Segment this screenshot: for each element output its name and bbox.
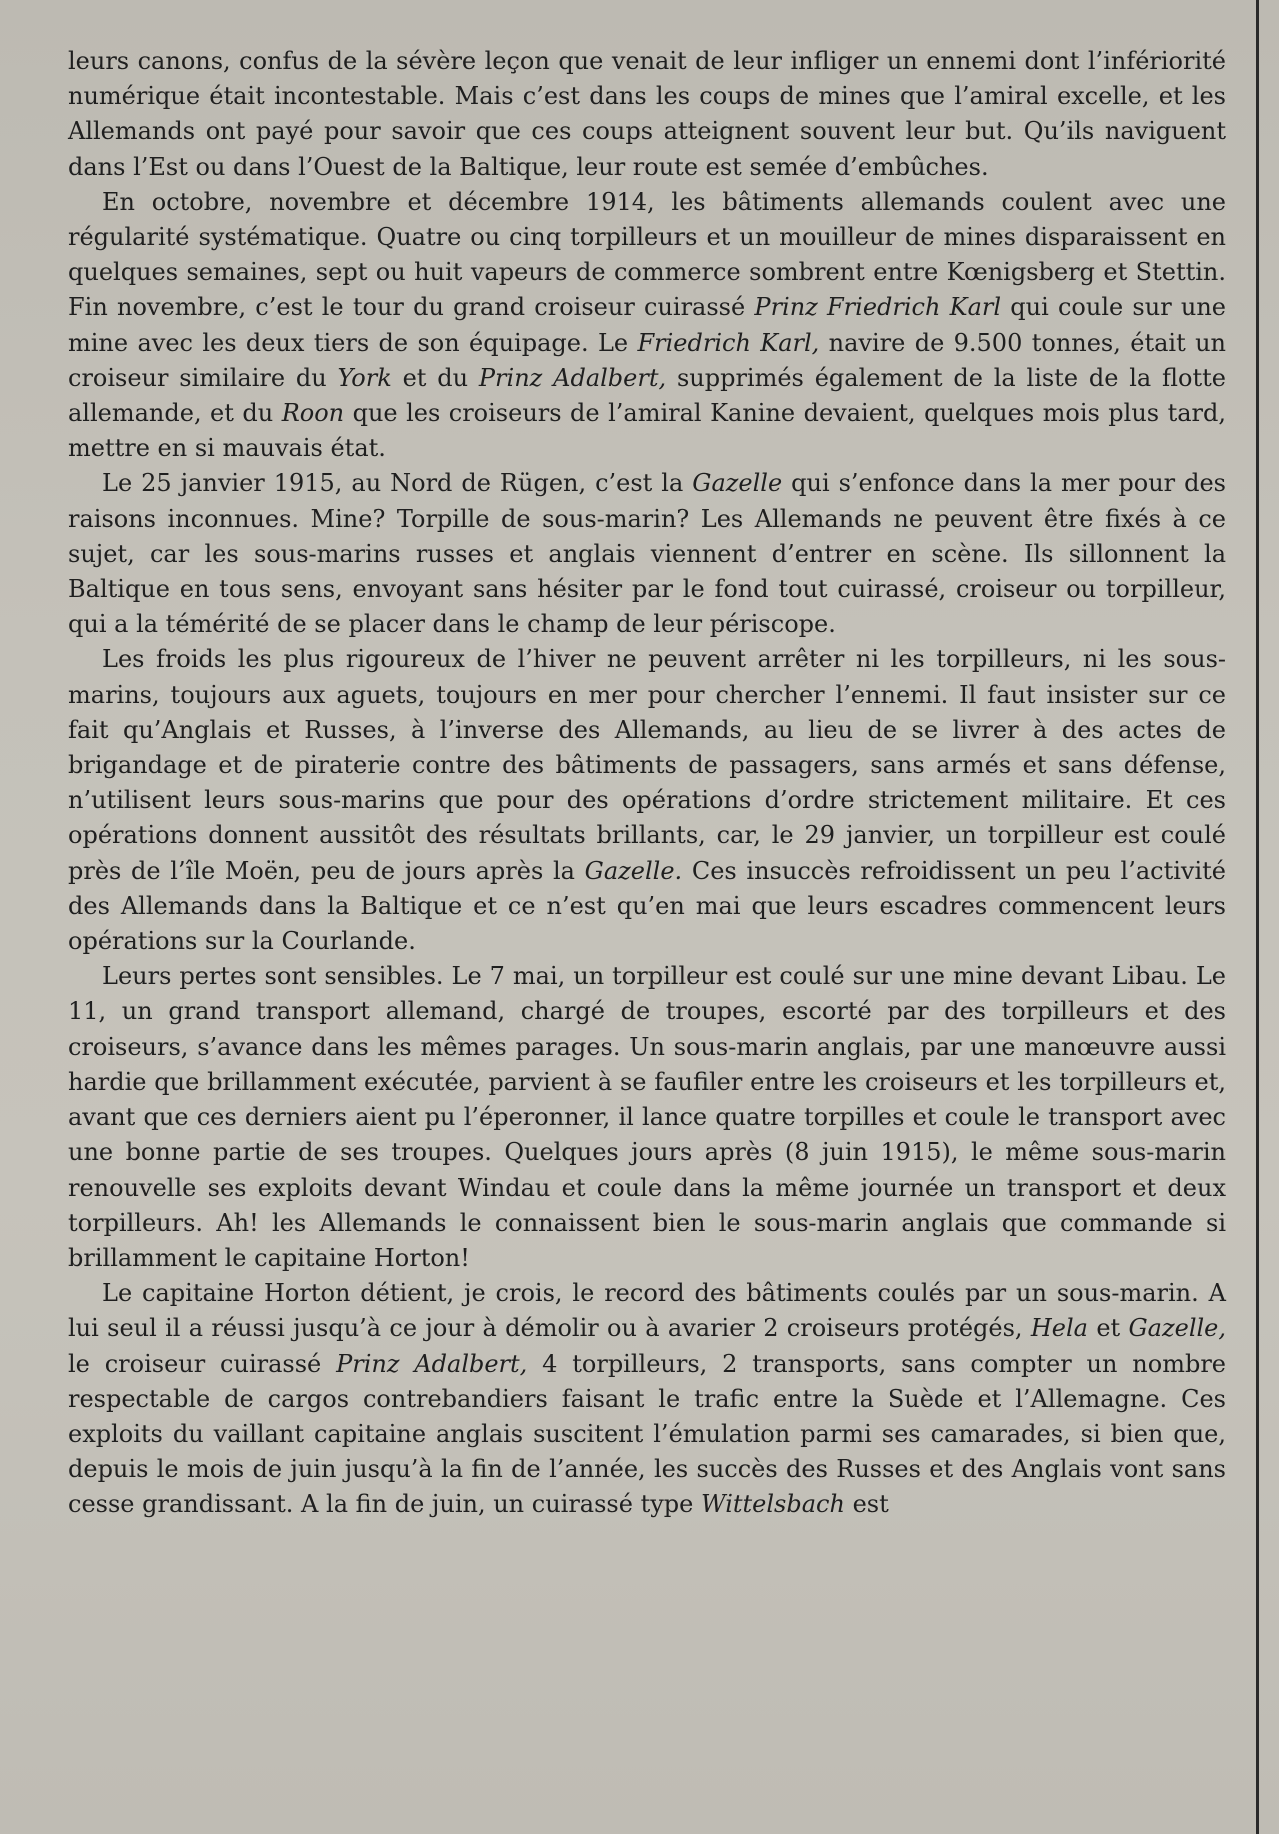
paragraph xyxy=(68,185,1226,467)
text-segment: Le 25 janvier 1915, au Nord de Rügen, c’est la xyxy=(102,469,693,498)
text-segment: 4 torpilleurs, 2 transports, sans compter un nombre respectable de cargos contrebandiers faisant le trafic entre la Suède et l’Allemagne. Ces exploits du vaillant capitaine anglais suscitent l’émulation parmi ses camarades, si bien que, depuis le mois de juin jusqu’à la fin de l’année, les succès des Russes et des Anglais vont sans cesse grandissant. A la fin de juin, un cuirassé type xyxy=(68,1349,1226,1519)
text-segment: et xyxy=(1088,1314,1129,1343)
paragraph xyxy=(68,1276,1226,1522)
italic-text: Gazelle xyxy=(692,469,783,498)
italic-text: Roon xyxy=(281,399,345,428)
text-segment: est xyxy=(844,1490,889,1519)
italic-text: Friedrich Karl, xyxy=(637,328,820,357)
italic-text: Hela xyxy=(1030,1314,1088,1343)
page-edge-line xyxy=(1256,0,1259,1834)
italic-text: Wittelsbach xyxy=(700,1490,845,1519)
text-segment: qui coule sur une mine avec les deux tiers de son équipage. Le xyxy=(68,293,1227,357)
italic-text: Prinz Friedrich Karl xyxy=(754,293,1002,322)
paragraph xyxy=(68,959,1226,1276)
italic-text: Gazelle. xyxy=(584,856,683,885)
text-segment: que les croiseurs de l’amiral Kanine devaient, quelques mois plus tard, mettre en si mauvais état. xyxy=(68,399,1226,463)
text-segment: navire de 9.500 tonnes, était un croiseur similaire du xyxy=(68,328,1227,392)
page-body-text xyxy=(68,44,1226,1523)
text-segment: Ces insuccès refroidissent un peu l’activité des Allemands dans la Baltique et ce n’est qu’en mai que leurs escadres commencent leurs opérations sur la Courlande. xyxy=(68,856,1226,956)
text-segment: le croiseur cuirassé xyxy=(68,1349,337,1378)
paragraph xyxy=(68,44,1226,185)
text-segment: Leurs pertes sont sensibles. Le 7 mai, un torpilleur est coulé sur une mine devant Libau. Le 11, un grand transport allemand, chargé de troupes, escorté par des torpilleurs et des croiseurs, s’avance dans les mêmes parages. Un sous-marin anglais, par une manœuvre aussi hardie que brillamment exécutée, parvient à se faufiler entre les croiseurs et les torpilleurs et, avant que ces derniers aient pu l’éperonner, il lance quatre torpilles et coule le transport avec une bonne partie de ses troupes. Quelques jours après (8 juin 1915), le même sous-marin renouvelle ses exploits devant Windau et coule dans la même journée un transport et deux torpilleurs. Ah! les Allemands le connaissent bien le sous-marin anglais que commande si brillamment le capitaine Horton! xyxy=(68,962,1226,1272)
paragraph xyxy=(68,642,1226,959)
italic-text: York xyxy=(337,363,392,392)
text-segment: Les froids les plus rigoureux de l’hiver ne peuvent arrêter ni les torpilleurs, ni les sous-marins, toujours aux aguets, toujours en mer pour chercher l’ennemi. Il faut insister sur ce fait qu’Anglais et Russes, à l’inverse des Allemands, au lieu de se livrer à des actes de brigandage et de piraterie contre des bâtiments de passagers, sans armés et sans défense, n’utilisent leurs sous-marins que pour des opérations d’ordre strictement militaire. Et ces opérations donnent aussitôt des résultats brillants, car, le 29 janvier, un torpilleur est coulé près de l’île Moën, peu de jours après la xyxy=(68,645,1226,885)
text-segment: qui s’enfonce dans la mer pour des raisons inconnues. Mine? Torpille de sous-marin? Les Allemands ne peuvent être fixés à ce sujet, car les sous-marins russes et anglais viennent d’entrer en scène. Ils sillonnent la Baltique en tous sens, envoyant sans hésiter par le fond tout cuirassé, croiseur ou torpilleur, qui a la témérité de se placer dans le champ de leur périscope. xyxy=(68,469,1226,639)
italic-text: Prinz Adalbert, xyxy=(478,363,667,392)
italic-text: Prinz Adalbert, xyxy=(336,1349,528,1378)
text-segment: Le capitaine Horton détient, je crois, le record des bâtiments coulés par un sous-marin. A lui seul il a réussi jusqu’à ce jour à démolir ou à avarier 2 croiseurs protégés, xyxy=(68,1279,1226,1343)
text-segment: En octobre, novembre et décembre 1914, les bâtiments allemands coulent avec une régularité systématique. Quatre ou cinq torpilleurs et un mouilleur de mines disparaissent en quelques semaines, sept ou huit vapeurs de commerce sombrent entre Kœnigsberg et Stettin. Fin novembre, c’est le tour du grand croiseur cuirassé xyxy=(68,187,1226,322)
paragraph xyxy=(68,466,1226,642)
text-segment: et du xyxy=(391,363,479,392)
text-segment: leurs canons, confus de la sévère leçon que venait de leur infliger un ennemi dont l’infériorité numérique était incontestable. Mais c’est dans les coups de mines que l’amiral excelle, et les Allemands ont payé pour savoir que ces coups atteignent souvent leur but. Qu’ils naviguent dans l’Est ou dans l’Ouest de la Baltique, leur route est semée d’embûches. xyxy=(68,47,1226,181)
text-segment: supprimés également de la liste de la flotte allemande, et du xyxy=(68,363,1226,428)
italic-text: Gazelle, xyxy=(1128,1314,1226,1343)
